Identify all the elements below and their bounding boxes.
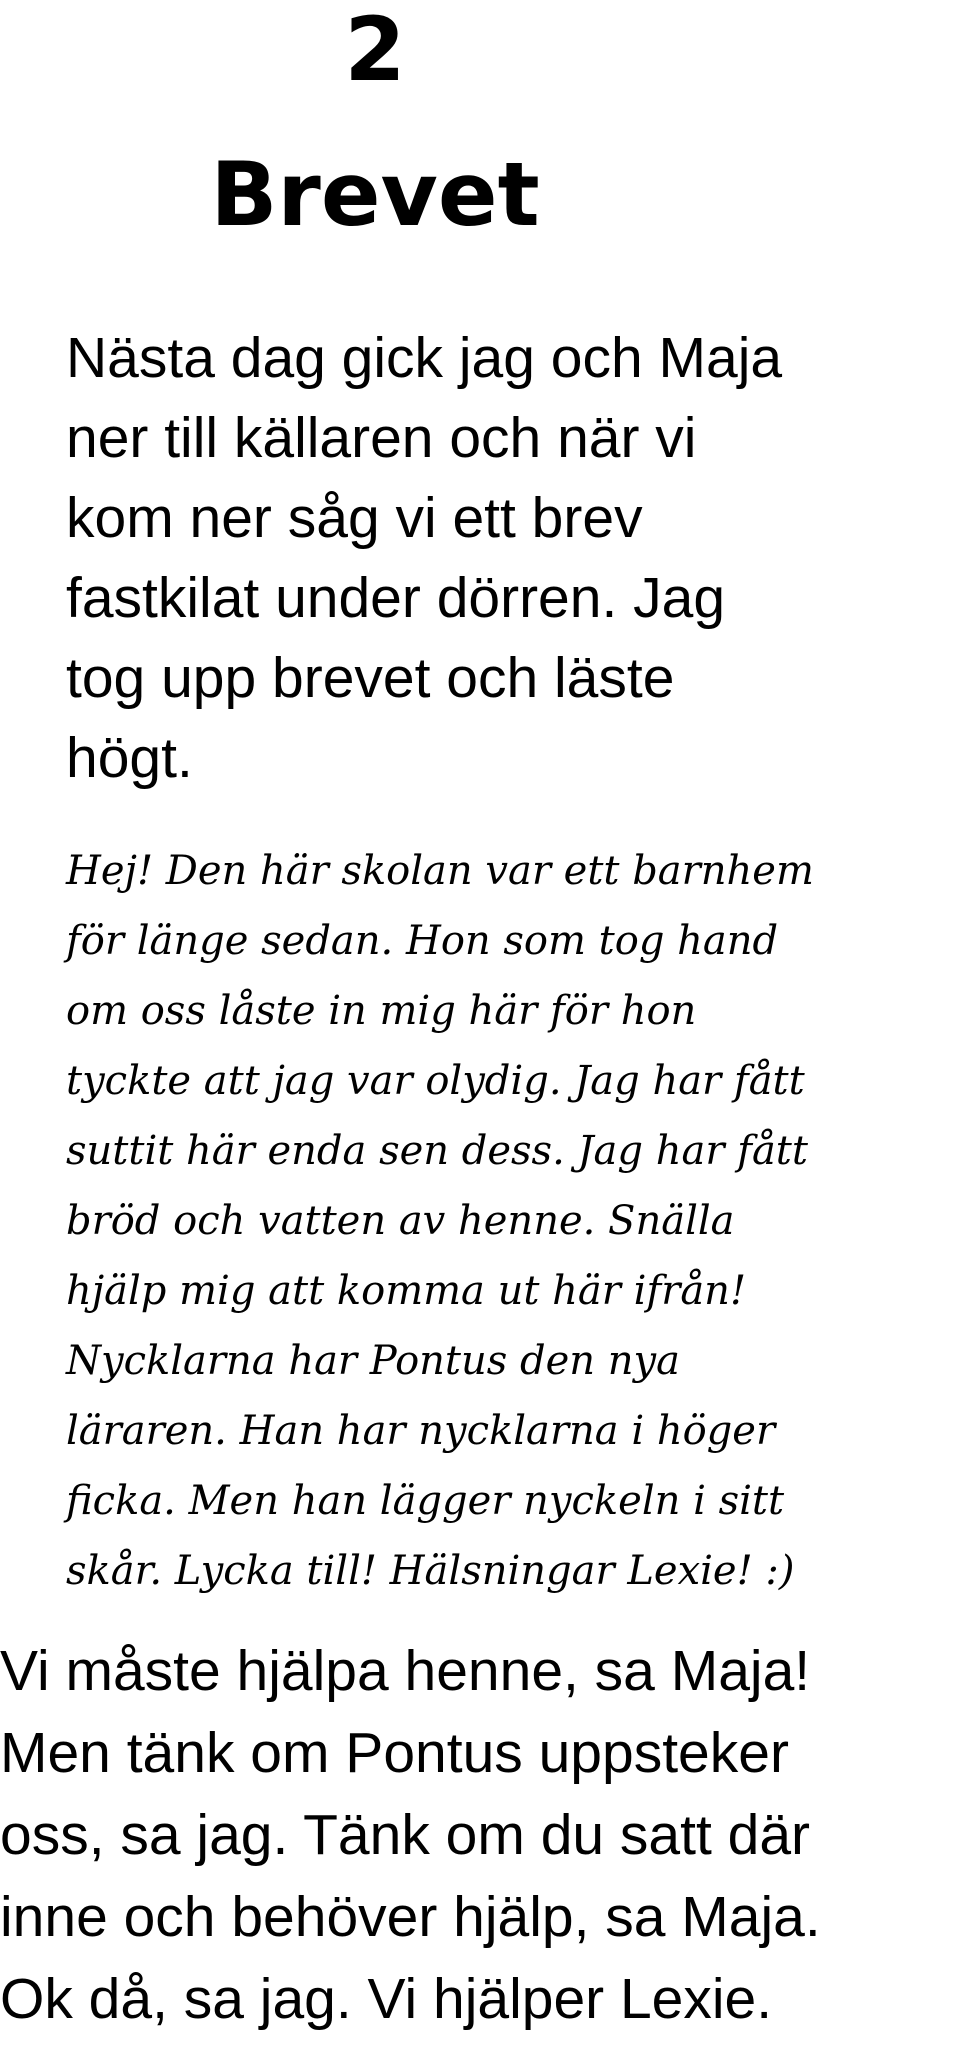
dialogue-line: inne och behöver hjälp, sa Maja. [0, 1885, 821, 1949]
letter-line: hjälp mig att komma ut här ifrån! [66, 1268, 747, 1314]
intro-line: fastkilat under dörren. Jag [66, 566, 726, 630]
dialogue-paragraph [0, 1630, 960, 2040]
intro-line: tog upp brevet och läste [66, 646, 675, 710]
dialogue-line: oss, sa jag. Tänk om du satt där [0, 1803, 811, 1867]
letter-line: för länge sedan. Hon som tog hand [66, 918, 779, 964]
letter-line: ficka. Men han lägger nyckeln i sitt [66, 1478, 785, 1524]
intro-line: Nästa dag gick jag och Maja [66, 326, 783, 390]
letter-line: suttit här enda sen dess. Jag har fått [66, 1128, 808, 1174]
intro-line: ner till källaren och när vi [66, 406, 697, 470]
chapter-title: Brevet [210, 143, 540, 246]
dialogue-line: Vi måste hjälpa henne, sa Maja! [0, 1639, 811, 1703]
letter-line: bröd och vatten av henne. Snälla [66, 1198, 735, 1244]
handwritten-letter [66, 836, 946, 1606]
letter-line: Nycklarna har Pontus den nya [66, 1338, 680, 1384]
letter-line: Hej! Den här skolan var ett barnhem [66, 848, 814, 894]
intro-paragraph [66, 318, 946, 798]
chapter-number: 2 [344, 0, 406, 101]
intro-line: högt. [66, 726, 193, 790]
letter-line: om oss låste in mig här för hon [66, 988, 697, 1034]
dialogue-line: Men tänk om Pontus uppsteker [0, 1721, 789, 1785]
letter-line: skår. Lycka till! Hälsningar Lexie! :) [66, 1548, 795, 1594]
letter-line: läraren. Han har nycklarna i höger [66, 1408, 776, 1454]
intro-line: kom ner såg vi ett brev [66, 486, 643, 550]
dialogue-line: Ok då, sa jag. Vi hjälper Lexie. [0, 1967, 773, 2031]
letter-line: tyckte att jag var olydig. Jag har fått [66, 1058, 805, 1104]
